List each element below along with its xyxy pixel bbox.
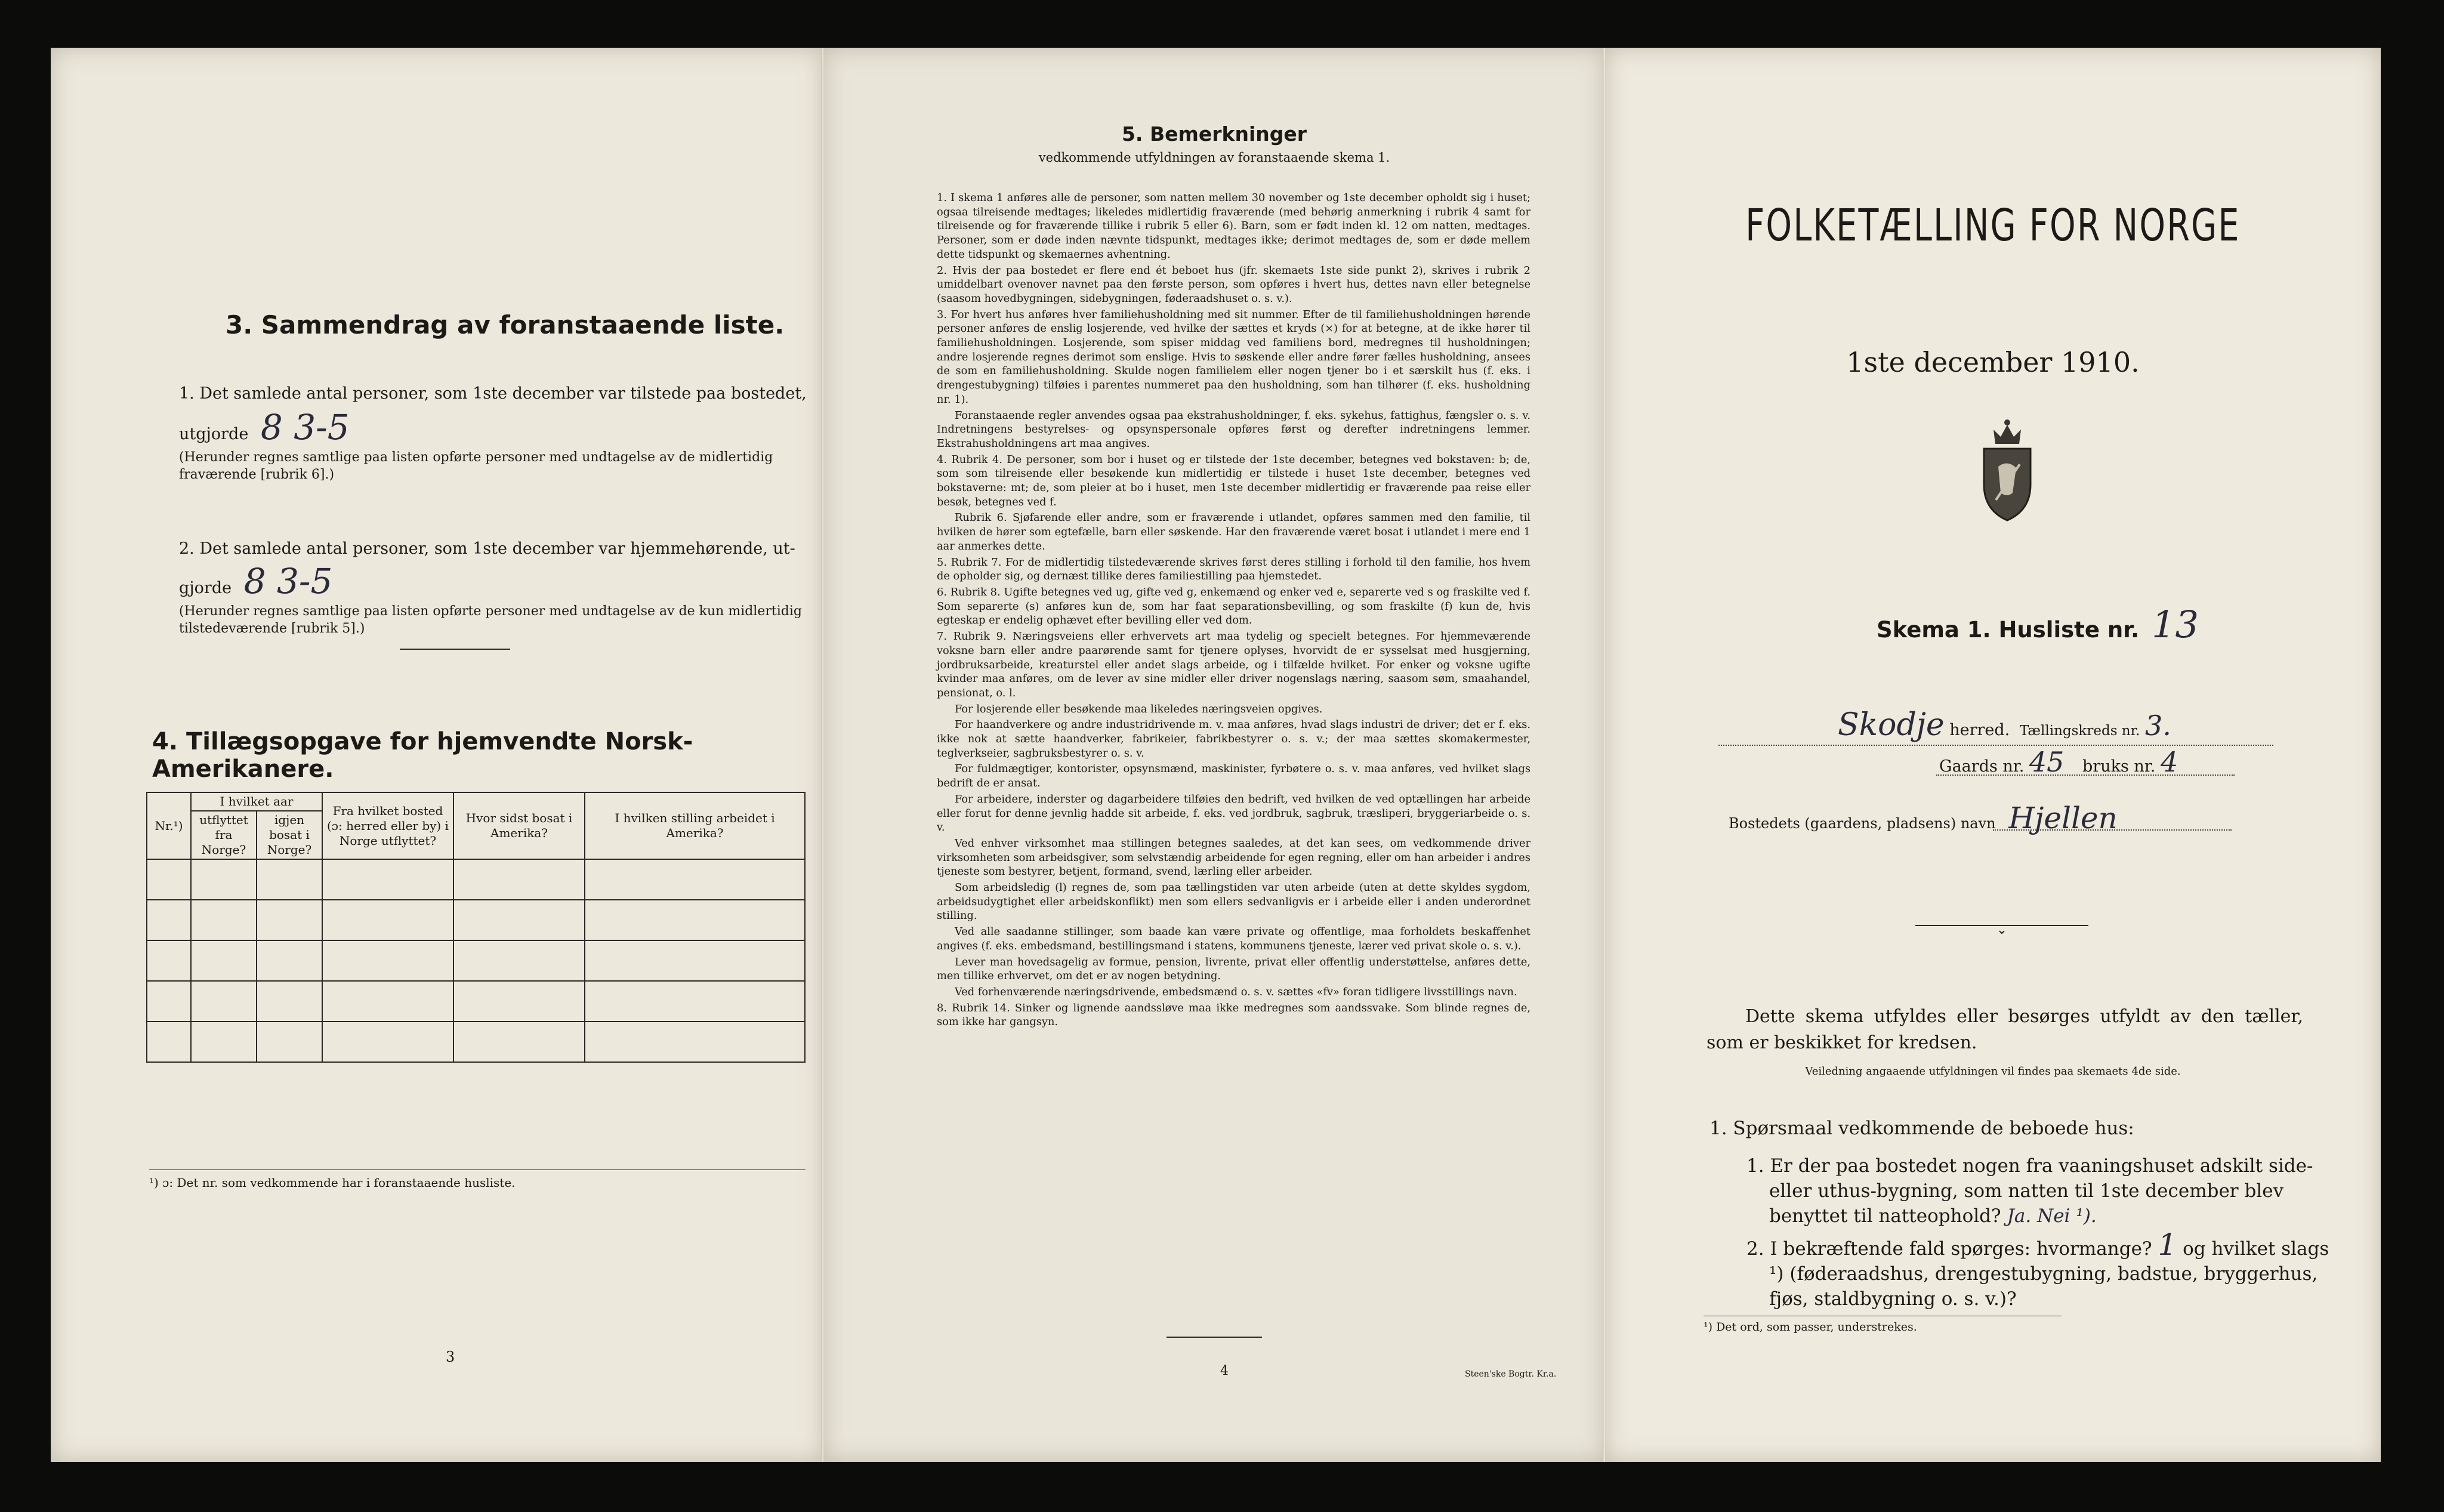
- divider: [400, 649, 510, 650]
- skema-line: [1877, 603, 2199, 646]
- table-header-row-1: [147, 792, 805, 811]
- header-year-group: I hvilket aar: [191, 792, 322, 811]
- table-row: [147, 859, 805, 900]
- question-2: [1746, 1227, 2336, 1312]
- summary-item-2: [179, 537, 817, 637]
- item-2-note: (Herunder regnes samtlige paa listen opførte personer med undtagelse av de kun midlertidig tilstedeværende [rubrik 5].): [179, 604, 802, 636]
- header-returned: igjen bosat i Norge?: [257, 811, 322, 859]
- main-title: FOLKETÆLLING FOR NORGE: [1745, 200, 2241, 251]
- item-1-note: (Herunder regnes samtlige paa listen opførte personer med undtagelse av de midlertidig fraværende [rubrik 6].): [179, 450, 773, 482]
- kreds-value: 3.: [2145, 709, 2171, 742]
- header-occupation: I hvilken stilling arbeidet i Amerika?: [585, 792, 805, 859]
- remark-paragraph: For fuldmægtiger, kontorister, opsynsmænd, maskinister, fyrbøtere o. s. v. maa anføres, ved hvilket slags bedrift de er ansat.: [937, 763, 1530, 790]
- table-row: [147, 1022, 805, 1062]
- divider: [1167, 1337, 1262, 1338]
- footnote: ¹) ɔ: Det nr. som vedkommende har i foranstaaende husliste.: [149, 1175, 516, 1190]
- skema-label: Skema 1. Husliste nr.: [1877, 617, 2140, 643]
- page-number: 4: [1220, 1363, 1229, 1378]
- page-number: 3: [446, 1349, 455, 1365]
- item-2-handwritten-value: 8 3-5: [243, 561, 333, 601]
- gaards-line: [1939, 746, 2178, 778]
- header-nr: Nr.¹): [147, 792, 191, 859]
- kreds-label: Tællingskreds nr.: [2019, 723, 2140, 739]
- gaards-label: Gaards nr.: [1939, 757, 2025, 776]
- remark-paragraph: Rubrik 6. Sjøfarende eller andre, som er fraværende i utlandet, opføres sammen med den familie, til hvilken de hører som egtefælle, barn eller søskende. Har den fraværende været bosat i utlandet i mere end 1 aar anmerkes dette.: [937, 511, 1530, 553]
- bruks-value: 4: [2160, 746, 2178, 778]
- herred-label: herred.: [1949, 721, 2010, 739]
- question-2-count: 1: [2158, 1227, 2177, 1262]
- header-from-where: Fra hvilket bosted (ɔ: herred eller by) i Norge utflyttet?: [322, 792, 453, 859]
- question-1-text: 1. Er der paa bostedet nogen fra vaaningshuset adskilt side- eller uthus-bygning, som natten til 1ste december blev benyttet til natteophold?: [1746, 1155, 2313, 1227]
- gaards-value: 45: [2029, 746, 2065, 778]
- remark-paragraph: Ved forhenværende næringsdrivende, embedsmænd o. s. v. sættes «fv» foran tidligere livsstillings navn.: [955, 985, 1517, 998]
- bosted-line: [1729, 801, 2118, 835]
- remark-paragraph: 5. Rubrik 7. For de midlertidig tilstedeværende skrives først deres stilling i forhold til den familie, hos hvem de opholder sig, og dernæst tillike deres familiestilling paa hjemstedet.: [937, 556, 1530, 583]
- norsk-amerikanere-table: [146, 792, 806, 1063]
- intro-small: Veiledning angaaende utfyldningen vil findes paa skemaets 4de side.: [1805, 1065, 2181, 1078]
- questions-heading: 1. Spørsmaal vedkommende de beboede hus:: [1709, 1118, 2134, 1139]
- remark-paragraph: 8. Rubrik 14. Sinker og lignende aandssløve maa ikke medregnes som aandssvake. Som blinde regnes de, som ikke har gangsyn.: [937, 1001, 1530, 1029]
- bruks-label: bruks nr.: [2082, 757, 2156, 776]
- remark-paragraph: 4. Rubrik 4. De personer, som bor i huset og er tilstede der 1ste december, betegnes ved bokstaven: b; de, som som tilreisende eller besøkende kun midlertidig er tilstede i huset 1ste december, betegnes ved bokstaverne: mt; de, som pleier at bo i huset, men 1ste december midlertidig er fraværende paa reise eller besøk, betegnes ved f.: [937, 453, 1530, 508]
- bosted-label: Bostedets (gaardens, pladsens) navn: [1729, 815, 1996, 832]
- remark-paragraph: 1. I skema 1 anføres alle de personer, som natten mellem 30 november og 1ste december opholdt sig i huset; ogsaa tilreisende medtages; likeledes midlertidig fraværende (med behørig anmerkning i rubrik 4 samt for tilreisende og for fraværende tillike i rubrik 5 eller 6). Barn, som er født inden kl. 12 om natten, medtages. Personer, som er døde inden nævnte tidspunkt, medtages ikke; derimot medtages de, som er døde mellem dette tidspunkt og skemaernes avhentning.: [937, 192, 1530, 261]
- remark-paragraph: 2. Hvis der paa bostedet er flere end ét beboet hus (jfr. skemaets 1ste side punkt 2), skrives i rubrik 2 umiddelbart ovenover navnet paa den første person, som opføres i hvert hus, dettes navn eller betegnelse (saasom hovedbygningen, sidebygningen, føderaadshuset o. s. v.).: [937, 264, 1530, 305]
- remark-paragraph: Foranstaaende regler anvendes ogsaa paa ekstrahusholdninger, f. eks. sykehus, fattighus, fængsler o. s. v. Indretningens bestyrelses- og opsynspersonale opføres først og derefter indretningens lemmer. Ekstrahusholdningens art maa angives.: [937, 409, 1530, 450]
- census-date: 1ste december 1910.: [1846, 346, 2140, 378]
- remark-paragraph: For haandverkere og andre industridrivende m. v. maa anføres, hvad slags industri de driver; det er f. eks. ikke nok at sætte haandverker, fabrikeier, fabrikbestyrer o. s. v.; der maa sættes skomakermester, teglverkseier, sagbruksbestyrer o. s. v.: [937, 718, 1530, 760]
- remark-paragraph: 7. Rubrik 9. Næringsveiens eller erhvervets art maa tydelig og specielt betegnes. For hjemmeværende voksne barn eller andre paarørende samt for tjenere oplyses, hvorvidt de er sysselsat med husgjerning, jordbruksarbeide, kreaturstel eller andet slags arbeide, og i tilfælde hvilket. For enker og voksne ugifte kvinder maa anføres, om de lever av sine midler eller driver nogenslags næring, saasom søm, smaahandel, pensionat, o. l.: [937, 630, 1530, 699]
- husliste-number: 13: [2152, 603, 2199, 646]
- herred-line: [1838, 707, 2171, 743]
- left-page: [51, 48, 823, 1462]
- question-2-text-a: 2. I bekræftende fald spørges: hvormange?: [1746, 1238, 2152, 1260]
- footnote: ¹) Det ord, som passer, understrekes.: [1704, 1320, 1917, 1334]
- bosted-value: Hjellen: [2008, 801, 2118, 835]
- table-row: [147, 981, 805, 1022]
- section-4-title: 4. Tillægsopgave for hjemvendte Norsk-Amerikanere.: [152, 728, 693, 783]
- remarks-body: [937, 191, 1530, 1031]
- item-1-answer-line: [179, 407, 817, 448]
- remarks-title: 5. Bemerkninger: [1121, 122, 1307, 146]
- header-last-residence: Hvor sidst bosat i Amerika?: [453, 792, 585, 859]
- table-row: [147, 900, 805, 940]
- remark-paragraph: Ved enhver virksomhet maa stillingen betegnes saaledes, at det kan sees, om vedkommende driver virksomheten som arbeidsgiver, som selvstændig arbeidende for egen regning, eller om han arbeider i andres tjeneste som bestyrer, betjent, formand, svend, lærling eller arbeider.: [937, 837, 1530, 878]
- item-1-text: 1. Det samlede antal personer, som 1ste december var tilstede paa bostedet,: [179, 384, 807, 403]
- intro-text: Dette skema utfyldes eller besørges utfyldt av den tæller, som er beskikket for kredsen.: [1707, 1006, 2303, 1053]
- middle-page: [823, 48, 1605, 1462]
- remark-paragraph: Lever man hovedsagelig av formue, pension, livrente, privat eller offentlig understøttelse, anføres dette, men tillike erhvervet, om det er av nogen betydning.: [937, 955, 1530, 983]
- ornament-divider: ⌄: [1915, 925, 2088, 934]
- table-row: [147, 940, 805, 981]
- question-1: [1746, 1153, 2336, 1229]
- right-page: [1605, 48, 2381, 1462]
- remark-paragraph: Ved alle saadanne stillinger, som baade kan være private og offentlige, maa forholdets beskaffenhet angives (f. eks. embedsmand, bestillingsmand i statens, kommunens tjeneste, lærer ved privat skole o. s. v.).: [937, 925, 1530, 952]
- remark-paragraph: 3. For hvert hus anføres hver familiehusholdning med sit nummer. Efter de til familiehusholdningen hørende personer anføres de enslig losjerende, ved hvilke der sættes et kryds (×) for at betegne, at de ikke hører til familiehusholdningen. Losjerende, som spiser middag ved familiens bord, medregnes til husholdningen; andre losjerende regnes derimot som enslige. Hvis to søskende eller andre fører fælles husholdning, ansees de som en familiehusholdning. Skulde nogen familielem eller nogen tjener bo i et særskilt hus (f. eks. i drengestubygning) tilføies i parentes nummeret paa den husholdning, som han tilhører (f. eks. husholdning nr. 1).: [937, 308, 1530, 406]
- question-1-answer: Ja. Nei ¹).: [2007, 1205, 2097, 1227]
- remark-paragraph: Som arbeidsledig (l) regnes de, som paa tællingstiden var uten arbeide (uten at dette skyldes sygdom, arbeidsudygtighet eller arbeidskonflikt) men som ellers sedvanligvis er i arbeide eller i anden underordnet stilling.: [937, 881, 1530, 922]
- item-2-text: 2. Det samlede antal personer, som 1ste december var hjemmehørende, ut-: [179, 539, 795, 558]
- item-2-prefix: gjorde: [179, 579, 232, 597]
- summary-item-1: [179, 382, 817, 483]
- remark-paragraph: 6. Rubrik 8. Ugifte betegnes ved ug, gifte ved g, enkemænd og enker ved e, separerte ved s og fraskilte ved f. Som separerte (s) anføres kun de, som har faat separationsbevilling, og som fraskilte (f) kun de, hvis egteskap er endelig ophævet efter bevilling eller ved dom.: [937, 585, 1530, 627]
- header-emigrated: utflyttet fra Norge?: [191, 811, 257, 859]
- item-1-handwritten-value: 8 3-5: [260, 407, 350, 448]
- remark-paragraph: For losjerende eller besøkende maa likeledes næringsveien opgives.: [955, 702, 1323, 715]
- question-2-text-b: og hvilket slags ¹) (føderaadshus, drengestubygning, badstue, bryggerhus, fjøs, staldbygning o. s. v.)?: [1769, 1238, 2329, 1310]
- coat-of-arms-icon: [1977, 418, 2038, 522]
- printer-mark: Steen'ske Bogtr. Kr.a.: [1465, 1369, 1557, 1379]
- remark-paragraph: For arbeidere, inderster og dagarbeidere tilføies den bedrift, ved hvilken de ved optællingen har arbeide eller forut for denne jevnlig hadde sit arbeide, f. eks. ved jordbruk, sagbruk, træsliperi, bryggeriarbeide o. s. v.: [937, 792, 1530, 834]
- section-3-title: 3. Sammendrag av foranstaaende liste.: [226, 310, 785, 340]
- item-2-answer-line: [179, 561, 817, 601]
- item-1-prefix: utgjorde: [179, 425, 249, 443]
- herred-value: Skodje: [1838, 707, 1945, 743]
- remarks-subtitle: vedkommende utfyldningen av foranstaaende skema 1.: [1038, 150, 1390, 165]
